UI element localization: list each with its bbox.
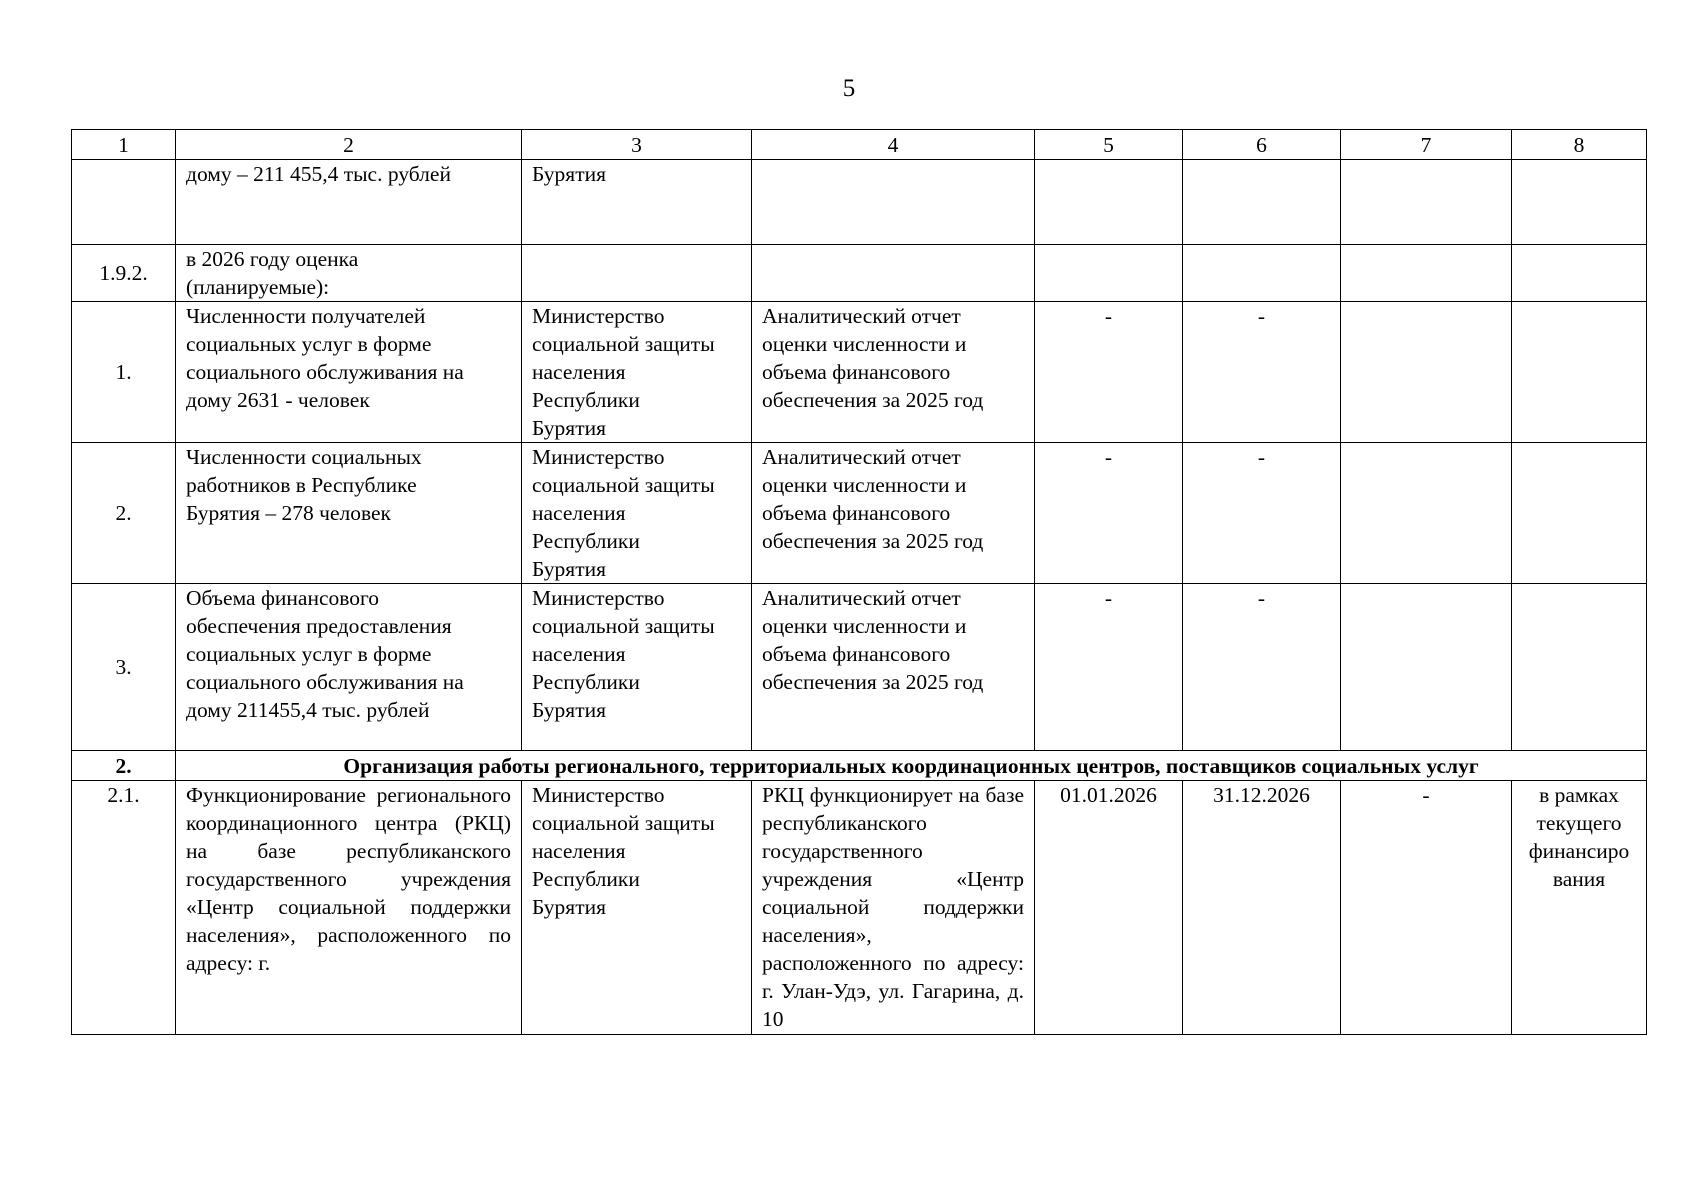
- plan-table: [71, 129, 1647, 1035]
- start-date: 01.01.2026: [1035, 781, 1183, 1035]
- measure-text: Функционирование регионального координационного центра (РКЦ) на базе республиканского государственного учреждения «Центр социальной поддержки населения», расположенного по адресу: г.: [176, 781, 522, 1035]
- column-8-value: [1512, 160, 1647, 245]
- row-number: 3.: [72, 584, 176, 751]
- start-date: -: [1035, 302, 1183, 443]
- header-cell: 8: [1512, 130, 1647, 160]
- end-date: 31.12.2026: [1183, 781, 1341, 1035]
- responsible-text: Министерство социальной защиты населения Республики Бурятия: [522, 781, 752, 1035]
- column-7-value: [1341, 584, 1512, 751]
- measure-text: Численности получателей социальных услуг в форме социального обслуживания на дому 2631 - человек: [176, 302, 522, 443]
- column-7-value: [1341, 160, 1512, 245]
- end-date: [1183, 245, 1341, 302]
- end-date: [1183, 160, 1341, 245]
- column-8-value: [1512, 584, 1647, 751]
- column-8-value: [1512, 302, 1647, 443]
- column-7-value: [1341, 245, 1512, 302]
- measure-text: дому – 211 455,4 тыс. рублей: [176, 160, 522, 245]
- column-8-value: [1512, 443, 1647, 584]
- measure-text: Численности социальных работников в Республике Бурятия – 278 человек: [176, 443, 522, 584]
- column-7-value: -: [1341, 781, 1512, 1035]
- responsible-text: Министерство социальной защиты населения Республики Бурятия: [522, 302, 752, 443]
- result-text: Аналитический отчет оценки численности и объема финансового обеспечения за 2025 год: [752, 584, 1035, 751]
- row-number: 2.: [72, 443, 176, 584]
- measure-text: Объема финансового обеспечения предоставления социальных услуг в форме социального обслуживания на дому 211455,4 тыс. рублей: [176, 584, 522, 751]
- row-number: 1.9.2.: [72, 245, 176, 302]
- section-title: Организация работы регионального, территориальных координационных центров, поставщиков социальных услуг: [176, 751, 1647, 781]
- header-cell: 7: [1341, 130, 1512, 160]
- column-8-value: в рамках текущего финансиро вания: [1512, 781, 1647, 1035]
- row-number: 2.1.: [72, 781, 176, 1035]
- table-row: [72, 781, 1647, 1035]
- column-7-value: [1341, 443, 1512, 584]
- result-text: РКЦ функционирует на базе республиканского государственного учреждения «Центр социальной поддержки населения», расположенного по адресу: г. Улан-Удэ, ул. Гагарина, д. 10: [752, 781, 1035, 1035]
- responsible-text: Бурятия: [522, 160, 752, 245]
- responsible-text: Министерство социальной защиты населения Республики Бурятия: [522, 443, 752, 584]
- row-number: [72, 160, 176, 245]
- end-date: -: [1183, 584, 1341, 751]
- start-date: -: [1035, 584, 1183, 751]
- result-text: [752, 160, 1035, 245]
- start-date: [1035, 245, 1183, 302]
- table-row: [72, 302, 1647, 443]
- result-text: Аналитический отчет оценки численности и объема финансового обеспечения за 2025 год: [752, 443, 1035, 584]
- start-date: [1035, 160, 1183, 245]
- header-cell: 5: [1035, 130, 1183, 160]
- column-7-value: [1341, 302, 1512, 443]
- header-cell: 6: [1183, 130, 1341, 160]
- responsible-text: Министерство социальной защиты населения Республики Бурятия: [522, 584, 752, 751]
- header-cell: 1: [72, 130, 176, 160]
- section-number: 2.: [72, 751, 176, 781]
- end-date: -: [1183, 302, 1341, 443]
- row-number: 1.: [72, 302, 176, 443]
- page-number: 5: [842, 75, 856, 102]
- header-cell: 4: [752, 130, 1035, 160]
- column-8-value: [1512, 245, 1647, 302]
- header-cell: 2: [176, 130, 522, 160]
- section-row: [72, 751, 1647, 781]
- table-row: [72, 584, 1647, 751]
- responsible-text: [522, 245, 752, 302]
- measure-text: в 2026 году оценка (планируемые):: [176, 245, 522, 302]
- result-text: [752, 245, 1035, 302]
- end-date: -: [1183, 443, 1341, 584]
- start-date: -: [1035, 443, 1183, 584]
- table-row: [72, 160, 1647, 245]
- table-row: [72, 245, 1647, 302]
- result-text: Аналитический отчет оценки численности и объема финансового обеспечения за 2025 год: [752, 302, 1035, 443]
- table-header-row: [72, 130, 1647, 160]
- header-cell: 3: [522, 130, 752, 160]
- table-row: [72, 443, 1647, 584]
